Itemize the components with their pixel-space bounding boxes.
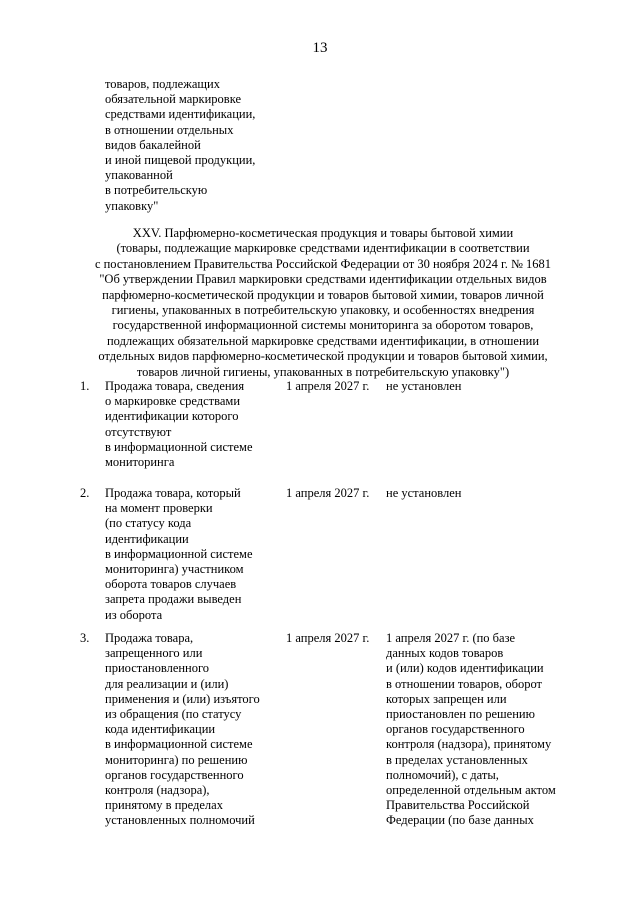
text-line: упакованной: [105, 168, 173, 183]
text-line: 1 апреля 2027 г.: [286, 486, 370, 500]
page-number: 13: [312, 40, 328, 56]
row-description: [105, 379, 253, 470]
text-line: для реализации и (или): [105, 676, 229, 691]
text-line: оборота товаров случаев: [105, 577, 237, 592]
text-line: мониторинга) по решению: [105, 752, 248, 767]
row-number: 3.: [80, 631, 90, 645]
text-line: обязательной маркировке: [105, 92, 242, 107]
text-line: в информационной системе: [105, 546, 253, 561]
text-line: Правительства Российской: [386, 798, 530, 813]
text-line: запрета продажи выведен: [105, 592, 242, 607]
text-line: приостановлен по решению: [386, 707, 535, 722]
row-date: [286, 379, 369, 394]
text-line: приостановленного: [105, 661, 210, 676]
text-line: в информационной системе: [105, 439, 253, 454]
section-title-line: с постановлением Правительства Российской Федерации от 30 ноября 2024 г. № 1681: [94, 256, 552, 271]
text-line: Продажа товара,: [105, 631, 194, 645]
row-note: [386, 631, 556, 829]
text-line: принятому в пределах: [105, 798, 223, 813]
text-line: органов государственного: [386, 722, 525, 737]
row-description: [105, 486, 253, 623]
text-line: (по статусу кода: [105, 516, 192, 531]
text-line: не установлен: [386, 379, 462, 393]
text-line: 1 апреля 2027 г.: [286, 631, 370, 645]
text-line: упаковку": [105, 198, 159, 213]
row-date: [286, 486, 369, 501]
text-line: средствами идентификации,: [105, 107, 256, 122]
text-line: определенной отдельным актом: [386, 783, 556, 798]
text-line: запрещенного или: [105, 646, 203, 661]
text-line: мониторинга) участником: [105, 562, 244, 577]
text-line: о маркировке средствами: [105, 394, 241, 409]
text-line: не установлен: [386, 486, 462, 500]
text-line: 1 апреля 2027 г. (по базе: [386, 631, 516, 645]
text-line: из обращения (по статусу: [105, 707, 242, 722]
section-title-line: парфюмерно-косметической продукции и товаров бытовой химии, товаров личной: [102, 287, 544, 302]
row-date: [286, 631, 369, 646]
text-line: органов государственного: [105, 767, 244, 782]
text-line: Продажа товара, сведения: [105, 379, 245, 393]
section-header: [75, 226, 571, 380]
continued-section-title: [105, 77, 255, 214]
text-line: в пределах установленных: [386, 752, 528, 767]
row-number: 2.: [80, 486, 90, 500]
row-note: [386, 486, 461, 501]
section-title-line: гигиены, упакованных в потребительскую упаковку, и особенностях внедрения: [111, 303, 535, 318]
section-title-line: государственной информационной системы мониторинга за оборотом товаров,: [112, 318, 534, 333]
text-line: идентификации которого: [105, 409, 239, 424]
text-line: данных кодов товаров: [386, 646, 504, 661]
row-number: 1.: [80, 379, 90, 393]
text-line: установленных полномочий: [105, 813, 255, 828]
text-line: в потребительскую: [105, 183, 208, 198]
section-title-line: XXV. Парфюмерно-косметическая продукция и товары бытовой химии: [132, 226, 514, 240]
text-line: кода идентификации: [105, 722, 216, 737]
text-line: на момент проверки: [105, 501, 213, 516]
text-line: в отношении отдельных: [105, 122, 234, 137]
text-line: контроля (надзора), принятому: [386, 737, 552, 752]
text-line: идентификации: [105, 531, 189, 546]
text-line: в информационной системе: [105, 737, 253, 752]
text-line: и (или) кодов идентификации: [386, 661, 544, 676]
section-title-line: "Об утверждении Правил маркировки средствами идентификации отдельных видов: [99, 272, 547, 287]
text-line: и иной пищевой продукции,: [105, 153, 256, 168]
text-line: товаров, подлежащих: [105, 77, 220, 91]
text-line: отсутствуют: [105, 424, 172, 439]
section-title-line: отдельных видов парфюмерно-косметической продукции и товаров бытовой химии,: [98, 349, 548, 364]
row-note: [386, 379, 461, 394]
section-title-line: (товары, подлежащие маркировке средствами идентификации в соответствии: [116, 241, 530, 256]
text-line: контроля (надзора),: [105, 783, 210, 798]
text-line: видов бакалейной: [105, 137, 201, 152]
text-line: применения и (или) изъятого: [105, 691, 260, 706]
text-line: из оборота: [105, 607, 163, 622]
text-line: полномочий), с даты,: [386, 767, 499, 782]
text-line: мониторинга: [105, 455, 175, 470]
text-line: которых запрещен или: [386, 691, 507, 706]
section-title-line: подлежащих обязательной маркировке средствами идентификации, в отношении: [106, 333, 540, 348]
text-line: Федерации (по базе данных: [386, 813, 534, 828]
row-description: [105, 631, 260, 829]
section-title-line: товаров личной гигиены, упакованных в потребительскую упаковку"): [136, 364, 510, 379]
text-line: Продажа товара, который: [105, 486, 241, 500]
text-line: в отношении товаров, оборот: [386, 676, 543, 691]
text-line: 1 апреля 2027 г.: [286, 379, 370, 393]
